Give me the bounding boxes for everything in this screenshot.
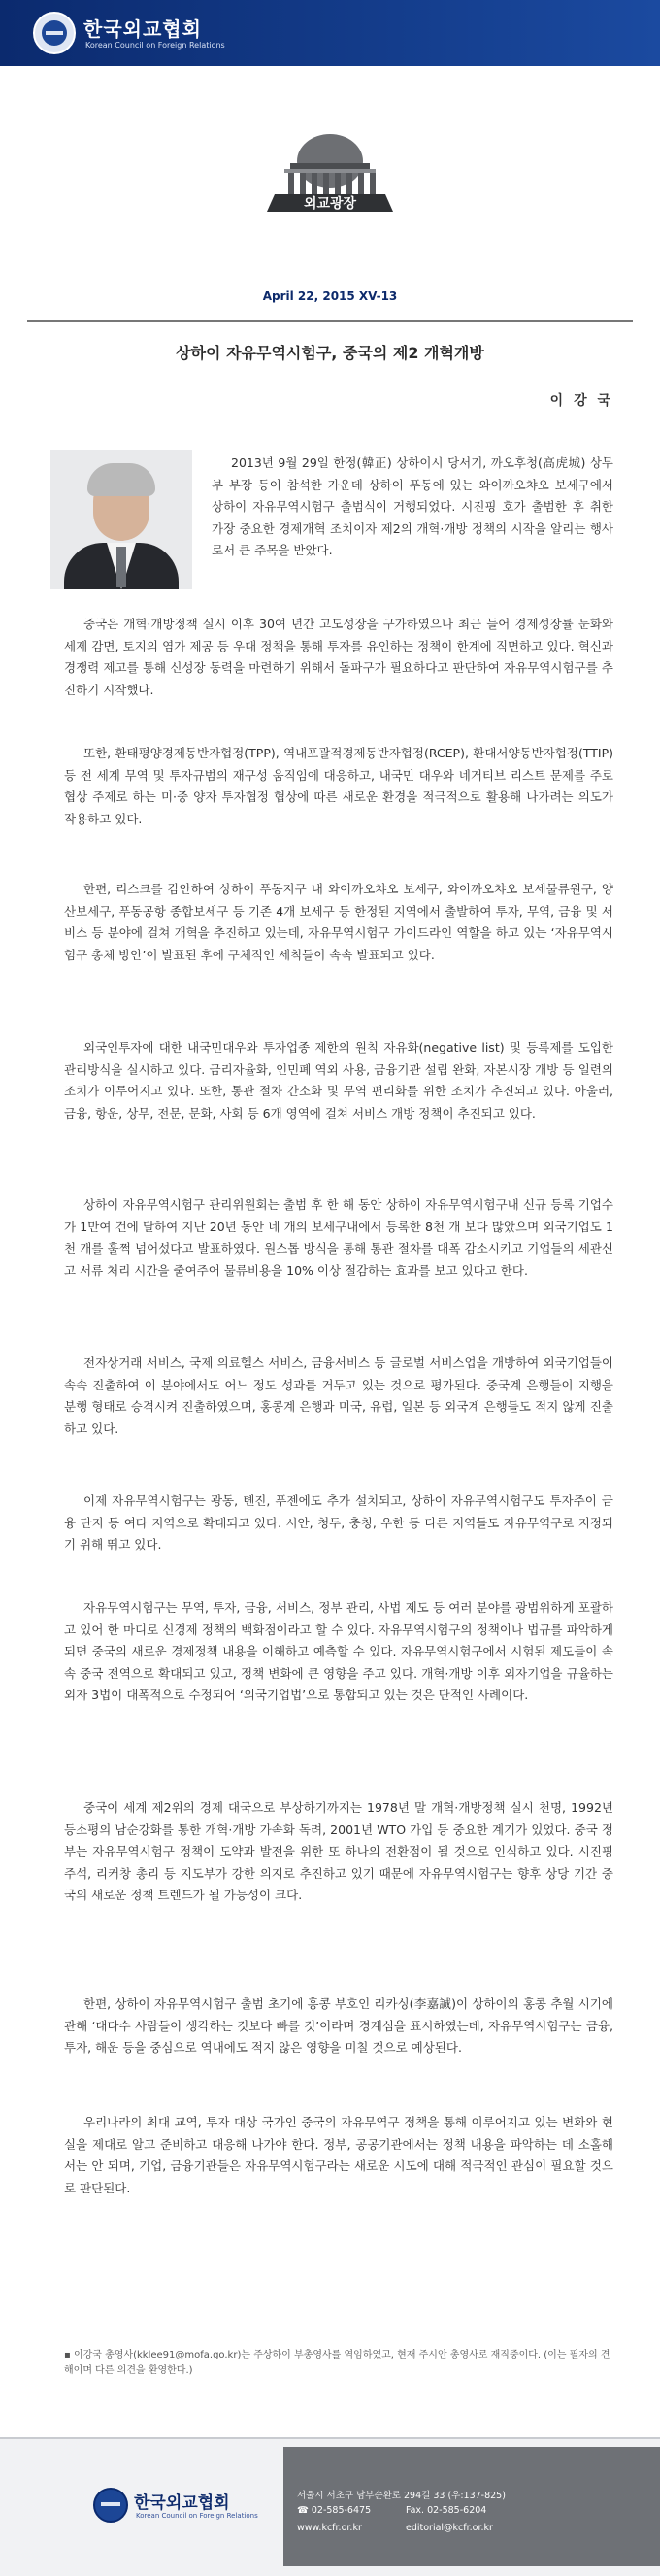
paragraph-1: 2013년 9월 29일 한정(韓正) 상하이시 당서기, 까오후청(高虎城) 상무부 부장 등이 참석한 가운데 상하이 푸동에 있는 와이까오챠오 보세구에서 상하이 자유무역시험구 출범식이 거행되었다. 시진핑 호가 출범한 후 취한 가장 중요한 경제개혁 조치이자 제2의 개혁·개방 정책의 시작을 알리는 행사로서 큰 주목을 받았다. <box>212 455 613 558</box>
footer-address: 서울시 서초구 남부순환로 294길 33 (우:137-825) <box>297 2491 506 2501</box>
footer-divider <box>0 2437 660 2439</box>
divider <box>27 320 633 322</box>
paragraph-10: 중국이 세계 제2위의 경제 대국으로 부상하기까지는 1978년 말 개혁·개방정책 실시 천명, 1992년 등소평의 남순강화를 통한 개혁·개방 가속화 독려, 2001년 WTO 가입 등 중요한 계기가 있었다. 중국 정부는 자유무역시험구 정책이 도약과 발전을 위한 또 하나의 전환점이 될 것으로 인식하고 있다. 시진핑 주석, 리커창 총리 등 지도부가 강한 의지로 추진하고 있기 때문에 자유무역시험구는 향후 상당 기간 중국의 새로운 정책 트렌드가 될 가능성이 크다. <box>64 1800 613 1903</box>
footer-phone: ☎ 02-585-6475 <box>297 2505 372 2516</box>
paragraph-7: 전자상거래 서비스, 국제 의료헬스 서비스, 금융서비스 등 글로벌 서비스업을 개방하여 외국기업들이 속속 진출하여 이 분야에서도 어느 정도 성과를 거두고 있는 것으로 평가된다. 중국계 은행들이 지행을 분행 형태로 승격시켜 진출하였으며, 홍콩계 은행과 미국, 유럽, 일본 등 외국계 은행들도 적지 않게 진출하고 있다. <box>64 1355 613 1436</box>
paragraph-8: 이제 자유무역시험구는 광동, 톈진, 푸젠에도 추가 설치되고, 상하이 자유무역시험구도 투자주이 금융 단지 등 여타 지역으로 확대되고 있다. 시안, 청두, 충칭, 우한 등 다른 지역들도 자유무역구로 지정되기 위해 뛰고 있다. <box>64 1493 613 1553</box>
paragraph-9: 자유무역시험구는 무역, 투자, 금융, 서비스, 정부 관리, 사법 제도 등 여러 분야를 광범위하게 포괄하고 있어 한 마디로 신경제 정책의 백화점이라고 할 수 있다. 자유무역시험구의 정책이나 법규를 파악하게 되면 중국의 새로운 경제정책 내용을 이해하고 예측할 수 있다. 자유무역시험구에서 시험된 제도들이 속속 중국 전역으로 확대되고 있고, 정책 변화에 큰 영향을 주고 있다. 개혁·개방 이후 외자기업을 규율하는 외자 3법이 대폭적으로 수정되어 ‘외국기업법’으로 통합되고 있는 것은 단적인 사례이다. <box>64 1600 613 1703</box>
paragraph-6: 상하이 자유무역시험구 관리위원회는 출범 후 한 해 동안 상하이 자유무역시험구내 신규 등록 기업수가 1만여 건에 달하여 지난 20년 동안 네 개의 보세구내에서 등록한 8천 개 보다 많았으며 외국기업도 1천 개를 훌쩍 넘어섰다고 발표하였다. 원스톱 방식을 통해 통관 절차를 대폭 감소시키고 기업들의 세관신고 서류 처리 시간을 줄여주어 물류비용을 10% 이상 절감하는 효과를 보고 있다고 한다. <box>64 1197 613 1278</box>
article-author: 이 강 국 <box>549 393 613 409</box>
footer-website[interactable]: www.kcfr.or.kr <box>297 2523 362 2533</box>
author-photo <box>50 450 192 589</box>
masthead-banner: 외교광장 <box>303 196 357 212</box>
header-bar <box>0 0 660 66</box>
paragraph-5: 외국인투자에 대한 내국민대우와 투자업종 제한의 원칙 자유화(negative list) 및 등록제를 도입한 관리방식을 실시하고 있다. 금리자율화, 인민폐 역외 사용, 금융기관 설립 완화, 자본시장 개방 등 일련의 조치가 이루어지고 있다. 또한, 통관 절차 간소화 및 무역 편리화를 위한 조치가 추진되고 있다. 아울러, 금융, 항운, 상무, 전문, 문화, 사회 등 6개 영역에 걸쳐 서비스 개방 정책이 추진되고 있다. <box>64 1040 613 1121</box>
footer-org-name-korean: 한국외교협회 <box>134 2493 230 2513</box>
paragraph-3: 또한, 환태평양경제동반자협정(TPP), 역내포괄적경제동반자협정(RCEP), 환대서양동반자협정(TTIP) 등 전 세계 무역 및 투자규범의 재구성 움직임에 대응하고, 내국민 대우와 네거티브 리스트 문제를 주로 협상 주제로 하는 미·중 양자 투자협정 협상에 따른 새로운 환경을 적극적으로 활용해 나가려는 의도가 작용하고 있다. <box>64 746 613 826</box>
footer-fax: Fax. 02-585-6204 <box>406 2505 487 2516</box>
org-name-english: Korean Council on Foreign Relations <box>85 41 225 50</box>
assembly-dome-logo <box>261 117 399 223</box>
article-title: 상하이 자유무역시험구, 중국의 제2 개혁개방 <box>176 344 484 362</box>
footer-org-name-english: Korean Council on Foreign Relations <box>136 2512 258 2520</box>
org-name-korean: 한국외교협회 <box>83 17 202 41</box>
author-note: ▪ 이강국 총영사(kklee91@mofa.go.kr)는 주상하이 부총영사를 역임하였고, 현재 주시안 총영사로 재직중이다. (이는 필자의 견해이며 다른 의견을 환영한다.) <box>64 2348 613 2379</box>
paragraph-12: 우리나라의 최대 교역, 투자 대상 국가인 중국의 자유무역구 정책을 통해 이루어지고 있는 변화와 현실을 제대로 알고 준비하고 대응해 나가야 한다. 정부, 공공기관에서는 정책 내용을 파악하는 데 소홀해서는 안 되며, 기업, 금융기관들은 자유무역시험구라는 새로운 시도에 대해 적극적인 관심이 필요할 것으로 판단된다. <box>64 2115 613 2195</box>
paragraph-4: 한편, 리스크를 감안하여 상하이 푸동지구 내 와이까오챠오 보세구, 와이까오챠오 보세물류원구, 양산보세구, 푸동공항 종합보세구 등 기존 4개 보세구 등 한정된 지역에서 출발하여 투자, 무역, 금융 및 서비스 등 분야에 걸쳐 개혁을 추진하고 있는데, 자유무역시험구 가이드라인 역할을 하고 있는 ‘자유무역시험구 총체 방안’이 발표된 후에 구체적인 세칙들이 속속 발표되고 있다. <box>64 882 613 962</box>
paragraph-11: 한편, 상하이 자유무역시험구 출범 초기에 홍콩 부호인 리카싱(李嘉誠)이 상하이의 홍콩 추월 시기에 관해 ‘대다수 사람들이 생각하는 것보다 빠를 것’이라며 경계심을 표시하였는데, 자유무역시험구는 금융, 투자, 해운 등을 중심으로 역내에도 적지 않은 영향을 미칠 것으로 예상된다. <box>64 1996 613 2056</box>
paragraph-2: 중국은 개혁·개방정책 실시 이후 30여 년간 고도성장을 구가하였으나 최근 들어 경제성장률 둔화와 세제 감면, 토지의 염가 제공 등 우대 정책을 통해 투자를 유인하는 정책이 한계에 직면하고 있다. 혁신과 경쟁력 제고를 통해 신성장 동력을 마련하기 위해서 돌파구가 필요하다고 판단하여 자유무역시험구를 추진하기 시작했다. <box>64 617 613 697</box>
council-emblem-icon <box>33 12 76 54</box>
footer-emblem-icon <box>93 2488 128 2523</box>
issue-date: April 22, 2015 XV-13 <box>262 289 398 303</box>
footer-email[interactable]: editorial@kcfr.or.kr <box>406 2523 493 2533</box>
